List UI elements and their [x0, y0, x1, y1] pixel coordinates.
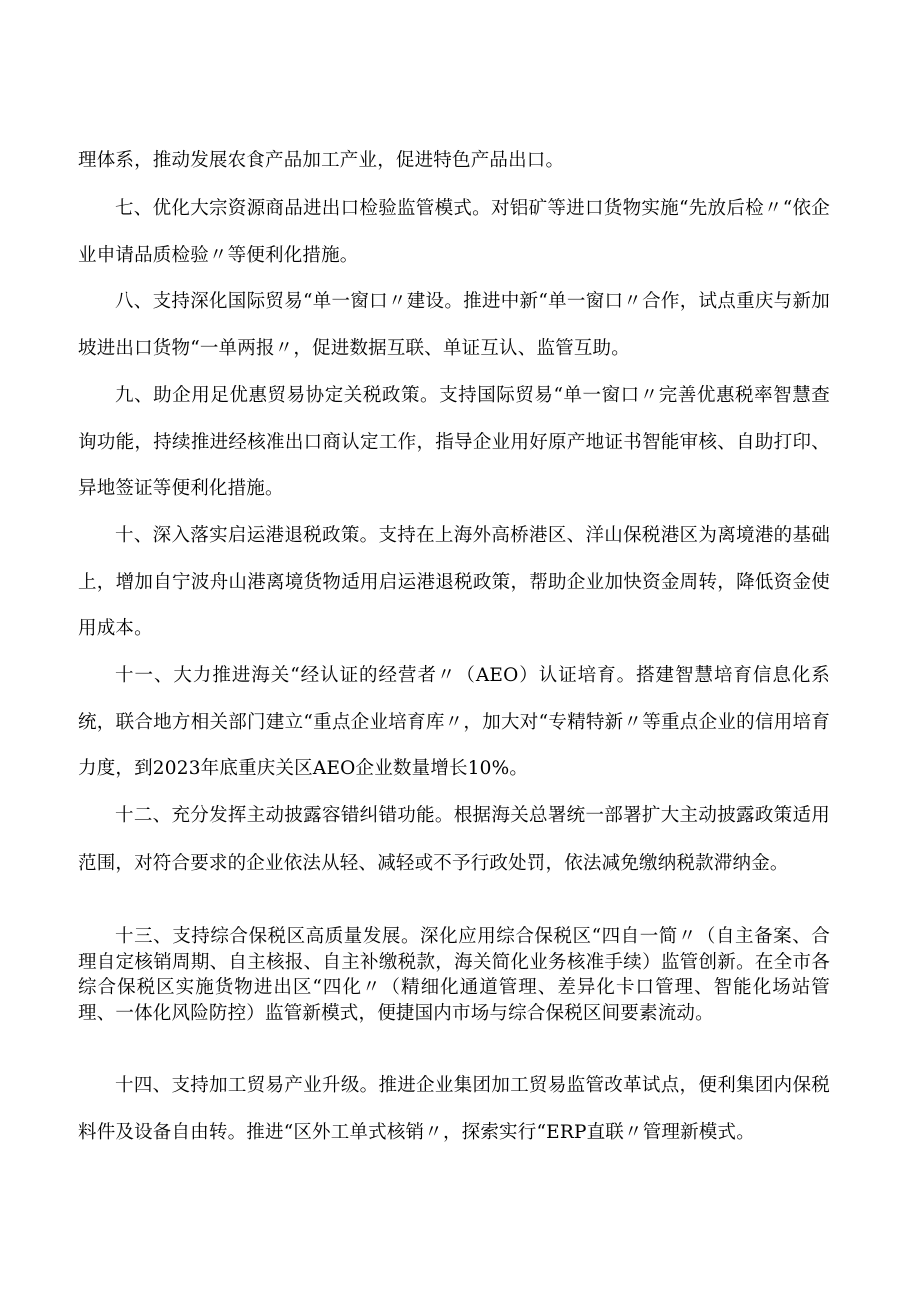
paragraph-item-12: 十二、充分发挥主动披露容错纠错功能。根据海关总署统一部署扩大主动披露政策适用范围，对符合要求的企业依法从轻、减轻或不予行政处罚，依法减免缴纳税款滞纳金。: [78, 805, 830, 874]
paragraph-item-13: 十三、支持综合保税区高质量发展。深化应用综合保税区“四自一简〃（自主备案、合理自定核销周期、自主核报、自主补缴税款，海关简化业务核准手续）监管创新。在全市各综合保税区实施货物进出区“四化〃（精细化通道管理、差异化卡口管理、智能化场站管理、一体化风险防控）监管新模式，便捷国内市场与综合保税区间要素流动。: [78, 926, 830, 1024]
paragraph-item-9: 九、助企用足优惠贸易协定关税政策。支持国际贸易“单一窗口〃完善优惠税率智慧查询功能，持续推进经核准出口商认定工作，指导企业用好原产地证书智能审核、自助打印、异地签证等便利化措施。: [78, 385, 830, 499]
paragraph-item-8: 八、支持深化国际贸易“单一窗口〃建设。推进中新“单一窗口〃合作，试点重庆与新加坡进出口货物“一单两报〃，促进数据互联、单证互认、监管互助。: [78, 291, 830, 359]
paragraph-continuation: 理体系，推动发展农食产品加工产业，促进特色产品出口。: [78, 150, 565, 171]
paragraph-item-7: 七、优化大宗资源商品进出口检验监管模式。对铝矿等进口货物实施“先放后检〃“依企业申请品质检验〃等便利化措施。: [78, 198, 830, 266]
paragraph-item-10: 十、深入落实启运港退税政策。支持在上海外高桥港区、洋山保税港区为离境港的基础上，增加自宁波舟山港离境货物适用启运港退税政策，帮助企业加快资金周转，降低资金使用成本。: [78, 525, 830, 639]
paragraph-item-11: 十一、大力推进海关“经认证的经营者〃（AEO）认证培育。搭建智慧培育信息化系统，联合地方相关部门建立“重点企业培育库〃，加大对“专精特新〃等重点企业的信用培育力度，到2023年底重庆关区AEO企业数量增长10%。: [78, 665, 830, 779]
paragraph-item-14: 十四、支持加工贸易产业升级。推进企业集团加工贸易监管改革试点，便利集团内保税料件及设备自由转。推进“区外工单式核销〃，探索实行“ERP直联〃管理新模式。: [78, 1075, 830, 1143]
